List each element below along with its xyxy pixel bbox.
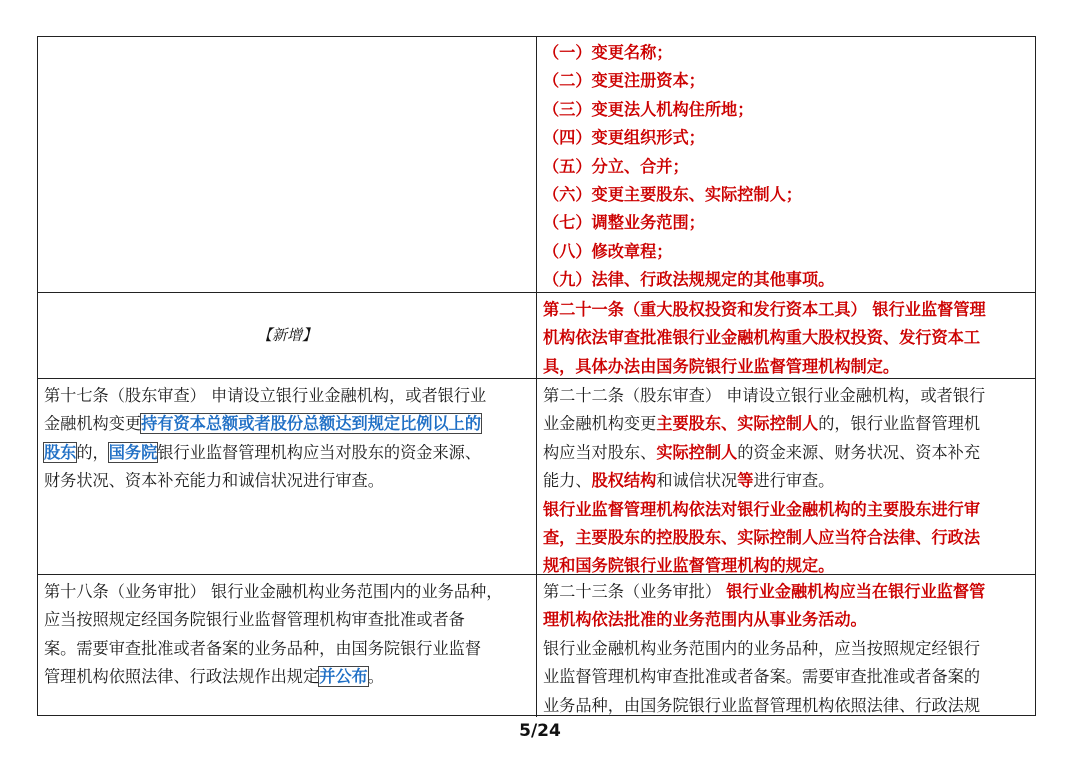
added-text: 股权结构 (591, 471, 657, 491)
text-line: 机构依法审查批准银行业金融机构重大股权投资、发行资本工 (543, 328, 981, 348)
old-text-cell (38, 575, 537, 717)
text-line (543, 410, 1031, 438)
text-line: 业监督管理机构审查批准或者备案。需要审查批准或者备案的 (543, 667, 981, 687)
text-span: 管理机构依照法律、行政法规作出规定 (44, 667, 320, 687)
text-span: 银行业监督管理机构应当对股东的资金来源、 (157, 442, 482, 462)
text-line (543, 578, 1031, 606)
text-span: 。 (367, 667, 384, 687)
new-text-cell (537, 575, 1035, 717)
text-span: 的， (76, 442, 109, 462)
text-line: 案。需要审查批准或者备案的业务品种，由国务院银行业监督 (44, 638, 482, 658)
list-item: （三）变更法人机构住所地； (543, 99, 754, 119)
old-text-cell (38, 379, 537, 574)
text-line (44, 439, 532, 467)
deleted-text: 持有资本总额或者股份总额达到规定比例以上的 (141, 414, 482, 434)
text-line: 具，具体办法由国务院银行业监督管理机构制定。 (543, 356, 900, 376)
table-row (38, 379, 1035, 575)
comparison-table (37, 36, 1036, 716)
page-number: 5/24 (519, 721, 561, 741)
text-span: 第二十三条（业务审批） (543, 582, 727, 601)
table-row (38, 293, 1035, 379)
text-line: 应当按照规定经国务院银行业监督管理机构审查批准或者备 (44, 610, 465, 630)
list-item: （一）变更名称； (543, 43, 673, 62)
text-span: 和诚信状况 (656, 471, 738, 491)
added-text: 银行业监督管理机构依法对银行业金融机构的主要股东进行审 (543, 499, 981, 519)
text-span: 的资金来源、财务状况、资本补充 (737, 442, 981, 462)
text-line: 第十八条（业务审批） 银行业金融机构业务范围内的业务品种， (44, 582, 503, 601)
new-text-cell (537, 379, 1035, 574)
new-article-marker: 【新增】 (256, 326, 317, 345)
list-item: （二）变更注册资本； (543, 71, 705, 91)
text-line: 第二十二条（股东审查） 申请设立银行业金融机构，或者银行 (543, 386, 986, 405)
text-line: 第二十一条（重大股权投资和发行资本工具） 银行业监督管理 (543, 300, 986, 319)
text-line (543, 439, 1031, 467)
old-text-cell (38, 293, 537, 378)
text-span: 构应当对股东、 (543, 442, 657, 462)
added-text: 实际控制人 (656, 442, 738, 462)
added-text: 规和国务院银行业监督管理机构的规定。 (543, 556, 835, 574)
text-span: 能力、 (543, 471, 592, 491)
new-text-cell (537, 37, 1035, 292)
added-text: 主要股东、实际控制人 (656, 414, 819, 434)
deleted-text: 并公布 (319, 667, 368, 687)
added-text: 等 (737, 471, 754, 491)
deleted-text: 股东 (44, 442, 77, 462)
list-item: （五）分立、合并； (543, 156, 689, 176)
added-text: 查，主要股东的控股股东、实际控制人应当符合法律、行政法 (543, 528, 981, 548)
text-line: 业务品种，由国务院银行业监督管理机构依照法律、行政法规 (543, 695, 981, 715)
list-item: （四）变更组织形式； (543, 128, 705, 148)
text-span: 金融机构变更 (44, 414, 142, 434)
table-row (38, 37, 1035, 293)
text-span: 进行审查。 (753, 471, 835, 491)
text-line (543, 467, 1031, 495)
text-span: 的，银行业监督管理机 (818, 414, 981, 434)
text-span: 业金融机构变更 (543, 414, 657, 434)
added-text: 理机构依法批准的业务范围内从事业务活动。 (543, 610, 867, 630)
text-line (44, 663, 532, 691)
deleted-text: 国务院 (108, 442, 158, 462)
list-item: （九）法律、行政法规规定的其他事项。 (543, 270, 835, 290)
old-text-cell (38, 37, 537, 292)
text-line: 银行业金融机构业务范围内的业务品种，应当按照规定经银行 (543, 638, 981, 658)
table-row (38, 575, 1035, 717)
text-line (44, 410, 532, 438)
list-item: （六）变更主要股东、实际控制人； (543, 185, 802, 205)
added-text: 银行业金融机构应当在银行业监督管 (726, 582, 986, 601)
list-item: （七）调整业务范围； (543, 213, 705, 233)
text-line: 第十七条（股东审查） 申请设立银行业金融机构，或者银行业 (44, 386, 487, 405)
list-item: （八）修改章程； (543, 241, 673, 261)
text-line: 财务状况、资本补充能力和诚信状况进行审查。 (44, 471, 384, 491)
new-text-cell (537, 293, 1035, 378)
